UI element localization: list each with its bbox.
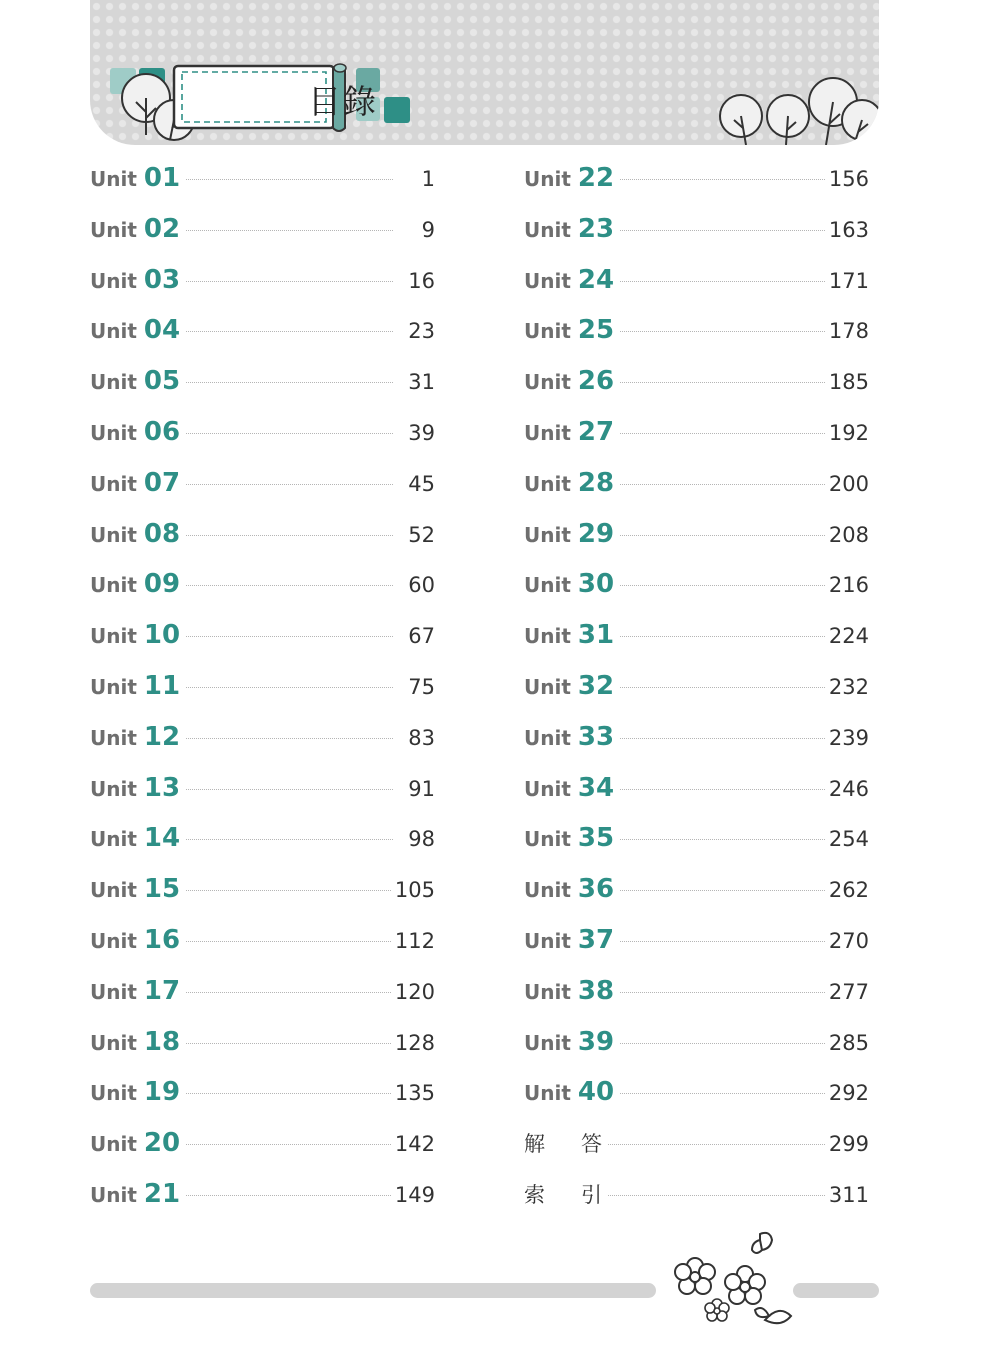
toc-entry[interactable] [90,925,435,976]
page-number: 16 [408,268,435,293]
flower-icon [725,1266,765,1304]
page-number: 185 [828,370,869,395]
unit-number: 38 [577,975,615,1006]
unit-number: 36 [577,874,615,905]
unit-label: Unit [524,471,571,496]
page-number: 83 [408,725,435,750]
unit-label: Unit [524,624,571,649]
unit-label: Unit [524,1030,571,1055]
unit-number: 27 [577,416,615,447]
dot-leader [620,789,825,790]
dot-leader [186,433,393,434]
unit-label: Unit [90,522,137,547]
dot-leader [620,331,825,332]
toc-entry[interactable] [524,519,869,570]
dot-leader [620,535,825,536]
dot-leader [620,585,825,586]
page-number: 262 [828,878,869,903]
dot-leader [620,1043,825,1044]
dot-leader [186,484,393,485]
page-number: 311 [828,1182,869,1207]
unit-label: Unit [90,928,137,953]
toc-entry[interactable] [90,265,435,316]
unit-label: Unit [524,522,571,547]
unit-number: 33 [577,721,615,752]
toc-entry[interactable] [524,925,869,976]
page-number: 120 [394,979,435,1004]
page-number: 67 [408,624,435,649]
dot-leader [186,1195,391,1196]
dot-leader [186,992,391,993]
unit-number: 06 [143,416,181,447]
footer-bar-right [793,1283,879,1298]
unit-label: Unit [90,878,137,903]
page-number: 292 [828,1081,869,1106]
toc-entry[interactable] [90,366,435,417]
toc-entry[interactable] [90,315,435,366]
index-label-char: 索 [524,1182,545,1207]
unit-label: Unit [90,776,137,801]
unit-number: 21 [143,1178,181,1209]
dot-leader [620,484,825,485]
toc-column-right [524,163,869,1230]
unit-number: 40 [577,1077,615,1108]
dot-leader [186,738,393,739]
unit-label: Unit [90,1030,137,1055]
dot-leader [186,1093,391,1094]
unit-number: 37 [577,924,615,955]
unit-number: 07 [143,467,181,498]
toc-entry[interactable] [524,773,869,824]
dot-leader [186,1144,391,1145]
unit-number: 18 [143,1026,181,1057]
page-number: 299 [828,1132,869,1157]
dot-leader [620,179,825,180]
unit-number: 23 [577,213,615,244]
unit-label: Unit [524,573,571,598]
dot-leader [620,839,825,840]
flower-icon [675,1258,715,1294]
leaf-icon [755,1308,791,1323]
toc-entry[interactable] [90,823,435,874]
unit-label: Unit [90,471,137,496]
unit-number: 20 [143,1128,181,1159]
unit-number: 04 [143,315,181,346]
toc-entry[interactable] [90,671,435,722]
toc-entry[interactable] [524,366,869,417]
toc-column-left [90,163,435,1230]
unit-label: Unit [524,725,571,750]
page-number: 200 [828,471,869,496]
page-number: 277 [828,979,869,1004]
toc-entry-answers[interactable] [524,1128,869,1179]
dot-leader [620,636,825,637]
unit-label: Unit [90,268,137,293]
page-number: 23 [408,319,435,344]
toc-entry[interactable] [90,620,435,671]
dot-leader [620,382,825,383]
unit-label: Unit [524,268,571,293]
page-number: 91 [408,776,435,801]
unit-label: Unit [524,370,571,395]
unit-label: Unit [90,167,137,191]
unit-number: 12 [143,721,181,752]
page-number: 105 [394,878,435,903]
toc-entry[interactable] [524,265,869,316]
unit-label: Unit [524,1081,571,1106]
unit-label: Unit [524,827,571,852]
unit-label: Unit [90,420,137,445]
unit-label: Unit [90,725,137,750]
dot-leader [620,230,825,231]
toc-entry[interactable] [90,1128,435,1179]
dot-leader [186,585,393,586]
toc-entry-index[interactable] [524,1179,869,1230]
page-number: 224 [828,624,869,649]
unit-number: 05 [143,366,181,397]
page-number: 149 [394,1182,435,1207]
unit-number: 02 [143,213,181,244]
unit-label: Unit [90,370,137,395]
page-number: 285 [828,1030,869,1055]
toc-entry[interactable] [524,722,869,773]
toc-entry[interactable] [524,620,869,671]
toc-entry[interactable] [90,519,435,570]
page-number: 52 [408,522,435,547]
butterfly-icon [752,1233,772,1253]
page-number: 178 [828,319,869,344]
unit-number: 39 [577,1026,615,1057]
dot-leader [608,1144,825,1145]
unit-label: Unit [524,776,571,801]
answers-label-char: 解 [524,1132,545,1157]
unit-number: 13 [143,772,181,803]
unit-number: 26 [577,366,615,397]
unit-label: Unit [90,674,137,699]
dot-leader [186,687,393,688]
unit-number: 01 [143,163,181,193]
page-number: 9 [421,217,435,242]
page-number: 128 [394,1030,435,1055]
unit-number: 17 [143,975,181,1006]
toc-entry[interactable] [524,417,869,468]
unit-number: 24 [577,264,615,295]
toc-entry[interactable] [90,722,435,773]
page-number: 39 [408,420,435,445]
page-number: 1 [421,167,435,191]
dot-leader [620,1093,825,1094]
page-number: 171 [828,268,869,293]
page-number: 239 [828,725,869,750]
dot-leader [186,281,393,282]
toc-entry[interactable] [90,214,435,265]
dot-leader [620,281,825,282]
toc-entry[interactable] [90,1179,435,1230]
dot-leader [186,839,393,840]
unit-label: Unit [90,624,137,649]
index-label-char: 引 [581,1182,602,1207]
unit-number: 19 [143,1077,181,1108]
page-number: 75 [408,674,435,699]
unit-number: 08 [143,518,181,549]
header-decoration [90,0,879,145]
footer-decoration [665,1228,795,1333]
unit-label: Unit [90,1081,137,1106]
dot-leader [186,331,393,332]
header-banner [90,0,879,145]
toc-entry[interactable] [524,1027,869,1078]
page-number: 112 [394,928,435,953]
unit-number: 30 [577,569,615,600]
page-title: 目錄 [308,81,378,121]
page-number: 163 [828,217,869,242]
page-number: 60 [408,573,435,598]
unit-number: 29 [577,518,615,549]
unit-label: Unit [524,878,571,903]
dot-leader [186,636,393,637]
toc-entry[interactable] [90,976,435,1027]
toc-entry[interactable] [90,874,435,925]
toc-entry[interactable] [90,1027,435,1078]
toc-entry[interactable] [90,1077,435,1128]
page-number: 246 [828,776,869,801]
unit-label: Unit [90,1132,137,1157]
toc-entry[interactable] [524,671,869,722]
unit-label: Unit [90,1182,137,1207]
dot-leader [186,382,393,383]
dot-leader [620,433,825,434]
unit-label: Unit [524,928,571,953]
unit-number: 28 [577,467,615,498]
toc-entry[interactable] [524,468,869,519]
page-number: 208 [828,522,869,547]
toc-entry[interactable] [524,163,869,214]
toc-entry[interactable] [524,1077,869,1128]
page-number: 232 [828,674,869,699]
toc-entry[interactable] [524,976,869,1027]
flower-icon [705,1299,729,1321]
dot-leader [620,992,825,993]
unit-number: 32 [577,670,615,701]
answers-label-char: 答 [581,1132,602,1157]
unit-number: 09 [143,569,181,600]
toc-entry[interactable] [524,569,869,620]
toc-entry[interactable] [524,823,869,874]
unit-label: Unit [90,827,137,852]
unit-label: Unit [524,319,571,344]
unit-number: 25 [577,315,615,346]
unit-number: 34 [577,772,615,803]
unit-label: Unit [90,573,137,598]
unit-label: Unit [524,167,571,191]
dot-leader [620,738,825,739]
toc-entry[interactable] [90,773,435,824]
page-number: 192 [828,420,869,445]
dot-leader [186,941,391,942]
unit-number: 15 [143,874,181,905]
page-number: 270 [828,928,869,953]
page-number: 45 [408,471,435,496]
dot-leader [186,1043,391,1044]
unit-number: 22 [577,163,615,193]
page-number: 142 [394,1132,435,1157]
unit-number: 03 [143,264,181,295]
toc-entry[interactable] [524,214,869,265]
dot-leader [186,890,391,891]
footer-bar-left [90,1283,656,1298]
unit-number: 35 [577,823,615,854]
toc-entry[interactable] [90,163,435,214]
unit-number: 16 [143,924,181,955]
unit-label: Unit [524,674,571,699]
toc-entry[interactable] [90,417,435,468]
page-number: 98 [408,827,435,852]
unit-number: 31 [577,620,615,651]
unit-label: Unit [90,979,137,1004]
unit-label: Unit [524,217,571,242]
page-number: 135 [394,1081,435,1106]
toc-entry[interactable] [90,569,435,620]
unit-number: 11 [143,670,181,701]
unit-label: Unit [90,217,137,242]
toc-entry[interactable] [524,315,869,366]
unit-number: 10 [143,620,181,651]
toc-entry[interactable] [90,468,435,519]
toc-entry[interactable] [524,874,869,925]
page-number: 31 [408,370,435,395]
tree-icon [720,78,879,145]
page-number: 254 [828,827,869,852]
dot-leader [186,535,393,536]
dot-leader [620,890,825,891]
dot-leader [186,789,393,790]
dot-leader [608,1195,825,1196]
unit-label: Unit [524,420,571,445]
page-number: 216 [828,573,869,598]
unit-label: Unit [90,319,137,344]
dot-leader [620,941,825,942]
dot-leader [186,179,393,180]
page-number: 156 [828,167,869,191]
unit-number: 14 [143,823,181,854]
dot-leader [186,230,393,231]
unit-label: Unit [524,979,571,1004]
dot-leader [620,687,825,688]
